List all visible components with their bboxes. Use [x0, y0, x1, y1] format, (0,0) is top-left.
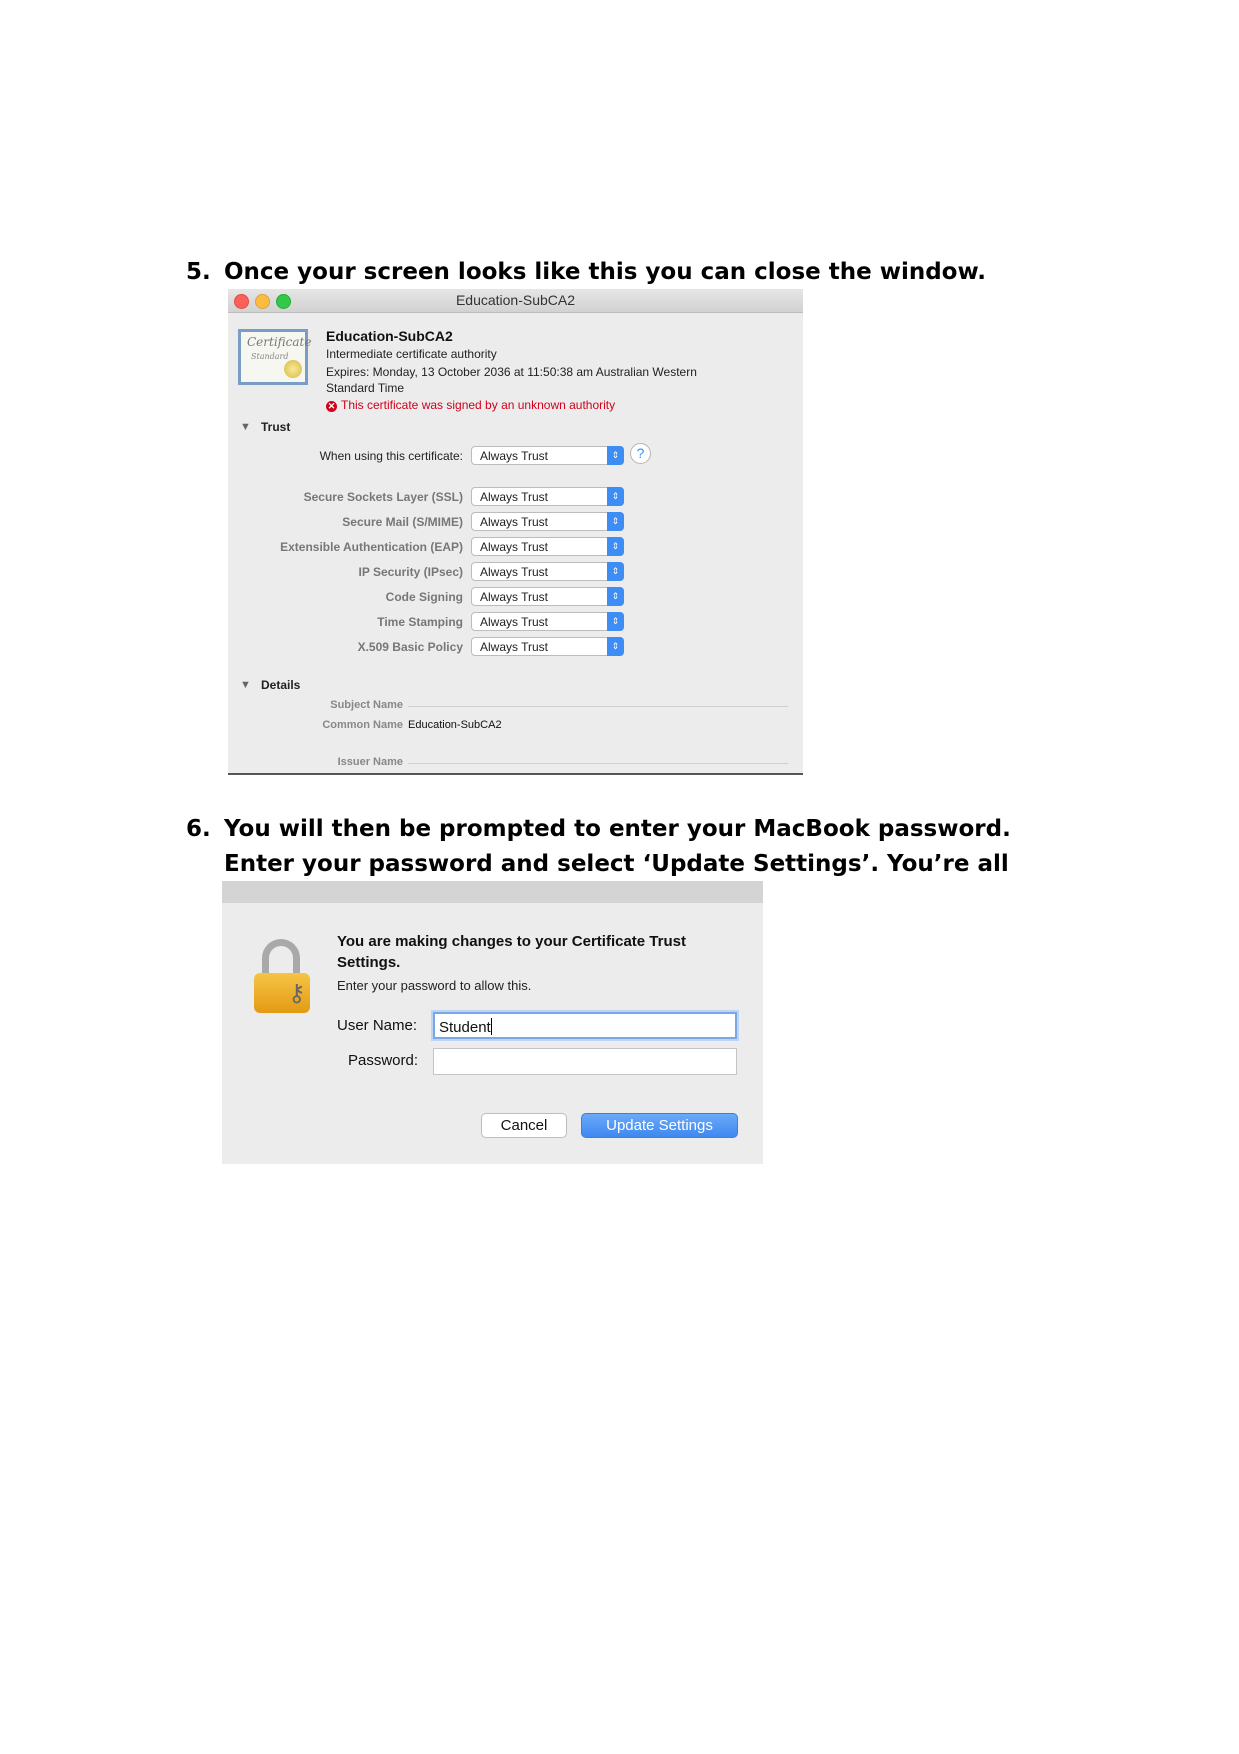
divider: [408, 706, 788, 707]
lock-icon: [254, 939, 314, 1015]
popup-value: Always Trust: [480, 615, 549, 629]
trust-row-label: Time Stamping: [377, 615, 463, 629]
certificate-icon: [238, 329, 312, 385]
common-name-value: Education-SubCA2: [408, 719, 502, 731]
username-value: Student: [439, 1019, 491, 1036]
trust-row-popup[interactable]: [471, 587, 624, 606]
dialog-subtext: Enter your password to allow this.: [337, 978, 532, 993]
when-using-popup[interactable]: [471, 446, 624, 465]
help-button[interactable]: ?: [630, 443, 651, 464]
trust-row-popup[interactable]: [471, 612, 624, 631]
popup-arrows-icon: ⇕: [607, 537, 624, 556]
popup-arrows-icon: ⇕: [607, 587, 624, 606]
certificate-expiry-cont: Standard Time: [326, 381, 405, 395]
trust-heading: Trust: [261, 420, 291, 434]
error-icon: ✕: [327, 401, 336, 411]
username-field[interactable]: [433, 1012, 737, 1039]
cancel-button[interactable]: Cancel: [481, 1113, 567, 1138]
trust-row-popup[interactable]: [471, 512, 624, 531]
trust-row-popup[interactable]: [471, 487, 624, 506]
trust-disclosure-icon[interactable]: ▼: [240, 421, 251, 433]
popup-arrows-icon: ⇕: [607, 446, 624, 465]
password-field[interactable]: [433, 1048, 737, 1075]
trust-row-label: Code Signing: [385, 590, 463, 604]
trust-row-label: Extensible Authentication (EAP): [280, 540, 463, 554]
certificate-warning: [326, 398, 615, 412]
popup-value: Always Trust: [480, 565, 549, 579]
window-title: Education-SubCA2: [455, 292, 576, 308]
common-name-label: Common Name: [322, 719, 403, 731]
text-caret: [491, 1018, 492, 1035]
keys-icon: ⚷: [288, 980, 306, 1007]
popup-value: Always Trust: [480, 590, 549, 604]
password-label: Password:: [348, 1052, 419, 1069]
certificate-window: [228, 289, 803, 775]
dialog-titlebar: [222, 881, 763, 903]
popup-arrows-icon: ⇕: [607, 512, 624, 531]
certificate-name: Education-SubCA2: [326, 328, 453, 344]
trust-row-popup[interactable]: [471, 562, 624, 581]
certificate-icon-text: Certificate: [247, 335, 312, 349]
details-disclosure-icon[interactable]: ▼: [240, 679, 251, 691]
step-number: 5.: [186, 259, 211, 285]
trust-row-popup[interactable]: [471, 637, 624, 656]
divider: [408, 763, 788, 764]
issuer-name-label: Issuer Name: [337, 756, 403, 768]
username-label: User Name:: [337, 1017, 418, 1034]
dialog-heading: You are making changes to your Certificate Trust Settings.: [337, 933, 686, 971]
password-dialog: [222, 881, 763, 1164]
trust-row-popup[interactable]: [471, 537, 624, 556]
certificate-expiry: Expires: Monday, 13 October 2036 at 11:50:38 am Australian Western: [326, 365, 697, 379]
popup-value: Always Trust: [480, 640, 549, 654]
trust-row-label: X.509 Basic Policy: [357, 640, 463, 654]
window-titlebar: [228, 289, 803, 313]
trust-row-label: Secure Mail (S/MIME): [342, 515, 463, 529]
popup-arrows-icon: ⇕: [607, 487, 624, 506]
step-text: You will then be prompted to enter your MacBook password. Enter your password and select ‘Update Settings’. You’re all: [224, 816, 1011, 877]
popup-arrows-icon: ⇕: [607, 637, 624, 656]
step-number: 6.: [186, 816, 211, 842]
popup-value: Always Trust: [480, 449, 549, 463]
update-settings-button[interactable]: Update Settings: [581, 1113, 738, 1138]
step-text: Once your screen looks like this you can close the window.: [224, 259, 986, 285]
trust-row-label: IP Security (IPsec): [358, 565, 463, 579]
certificate-icon-subtext: Standard: [251, 352, 289, 361]
when-using-label: When using this certificate:: [319, 449, 463, 463]
popup-value: Always Trust: [480, 490, 549, 504]
trust-row-label: Secure Sockets Layer (SSL): [303, 490, 463, 504]
subject-name-label: Subject Name: [330, 699, 403, 711]
details-heading: Details: [261, 678, 301, 692]
popup-arrows-icon: ⇕: [607, 612, 624, 631]
popup-value: Always Trust: [480, 515, 549, 529]
warning-text: This certificate was signed by an unknown authority: [341, 398, 616, 412]
popup-value: Always Trust: [480, 540, 549, 554]
certificate-type: Intermediate certificate authority: [326, 347, 497, 361]
popup-arrows-icon: ⇕: [607, 562, 624, 581]
seal-icon: [284, 360, 302, 378]
step-6: [186, 812, 1086, 882]
